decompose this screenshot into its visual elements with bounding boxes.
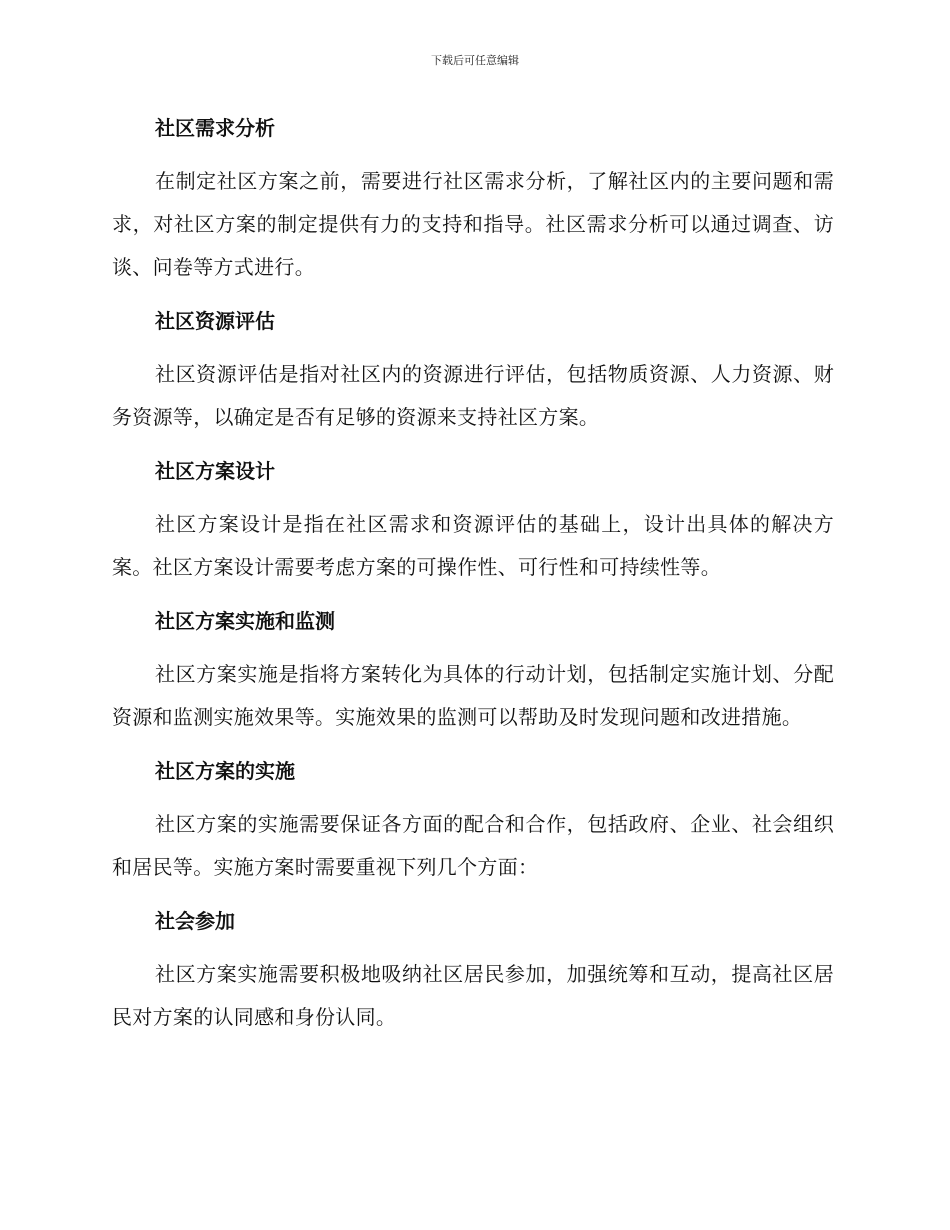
section-body-social-participation: 社区方案实施需要积极地吸纳社区居民参加，加强统筹和互动，提高社区居民对方案的认同感和身份认同。 [112, 962, 834, 1029]
section-heading-social-participation: 社会参加 [155, 909, 235, 933]
section-heading-implementation-monitoring: 社区方案实施和监测 [155, 609, 335, 633]
section-heading-resource-assessment: 社区资源评估 [155, 309, 275, 333]
section-heading-plan-design: 社区方案设计 [155, 459, 275, 483]
section-body-implementation-monitoring: 社区方案实施是指将方案转化为具体的行动计划，包括制定实施计划、分配资源和监测实施效果等。实施效果的监测可以帮助及时发现问题和改进措施。 [112, 662, 834, 729]
page-header: 下载后可任意编辑 [431, 54, 519, 67]
section-body-resource-assessment: 社区资源评估是指对社区内的资源进行评估，包括物质资源、人力资源、财务资源等，以确定是否有足够的资源来支持社区方案。 [112, 362, 834, 429]
document-content [112, 108, 834, 1051]
section-body-needs-analysis: 在制定社区方案之前，需要进行社区需求分析，了解社区内的主要问题和需求，对社区方案的制定提供有力的支持和指导。社区需求分析可以通过调查、访谈、问卷等方式进行。 [112, 169, 834, 279]
section-heading-needs-analysis: 社区需求分析 [155, 116, 275, 140]
section-heading-plan-implementation: 社区方案的实施 [155, 759, 295, 783]
section-body-plan-implementation: 社区方案的实施需要保证各方面的配合和合作，包括政府、企业、社会组织和居民等。实施方案时需要重视下列几个方面： [112, 812, 834, 879]
section-body-plan-design: 社区方案设计是指在社区需求和资源评估的基础上，设计出具体的解决方案。社区方案设计需要考虑方案的可操作性、可行性和可持续性等。 [112, 512, 834, 579]
